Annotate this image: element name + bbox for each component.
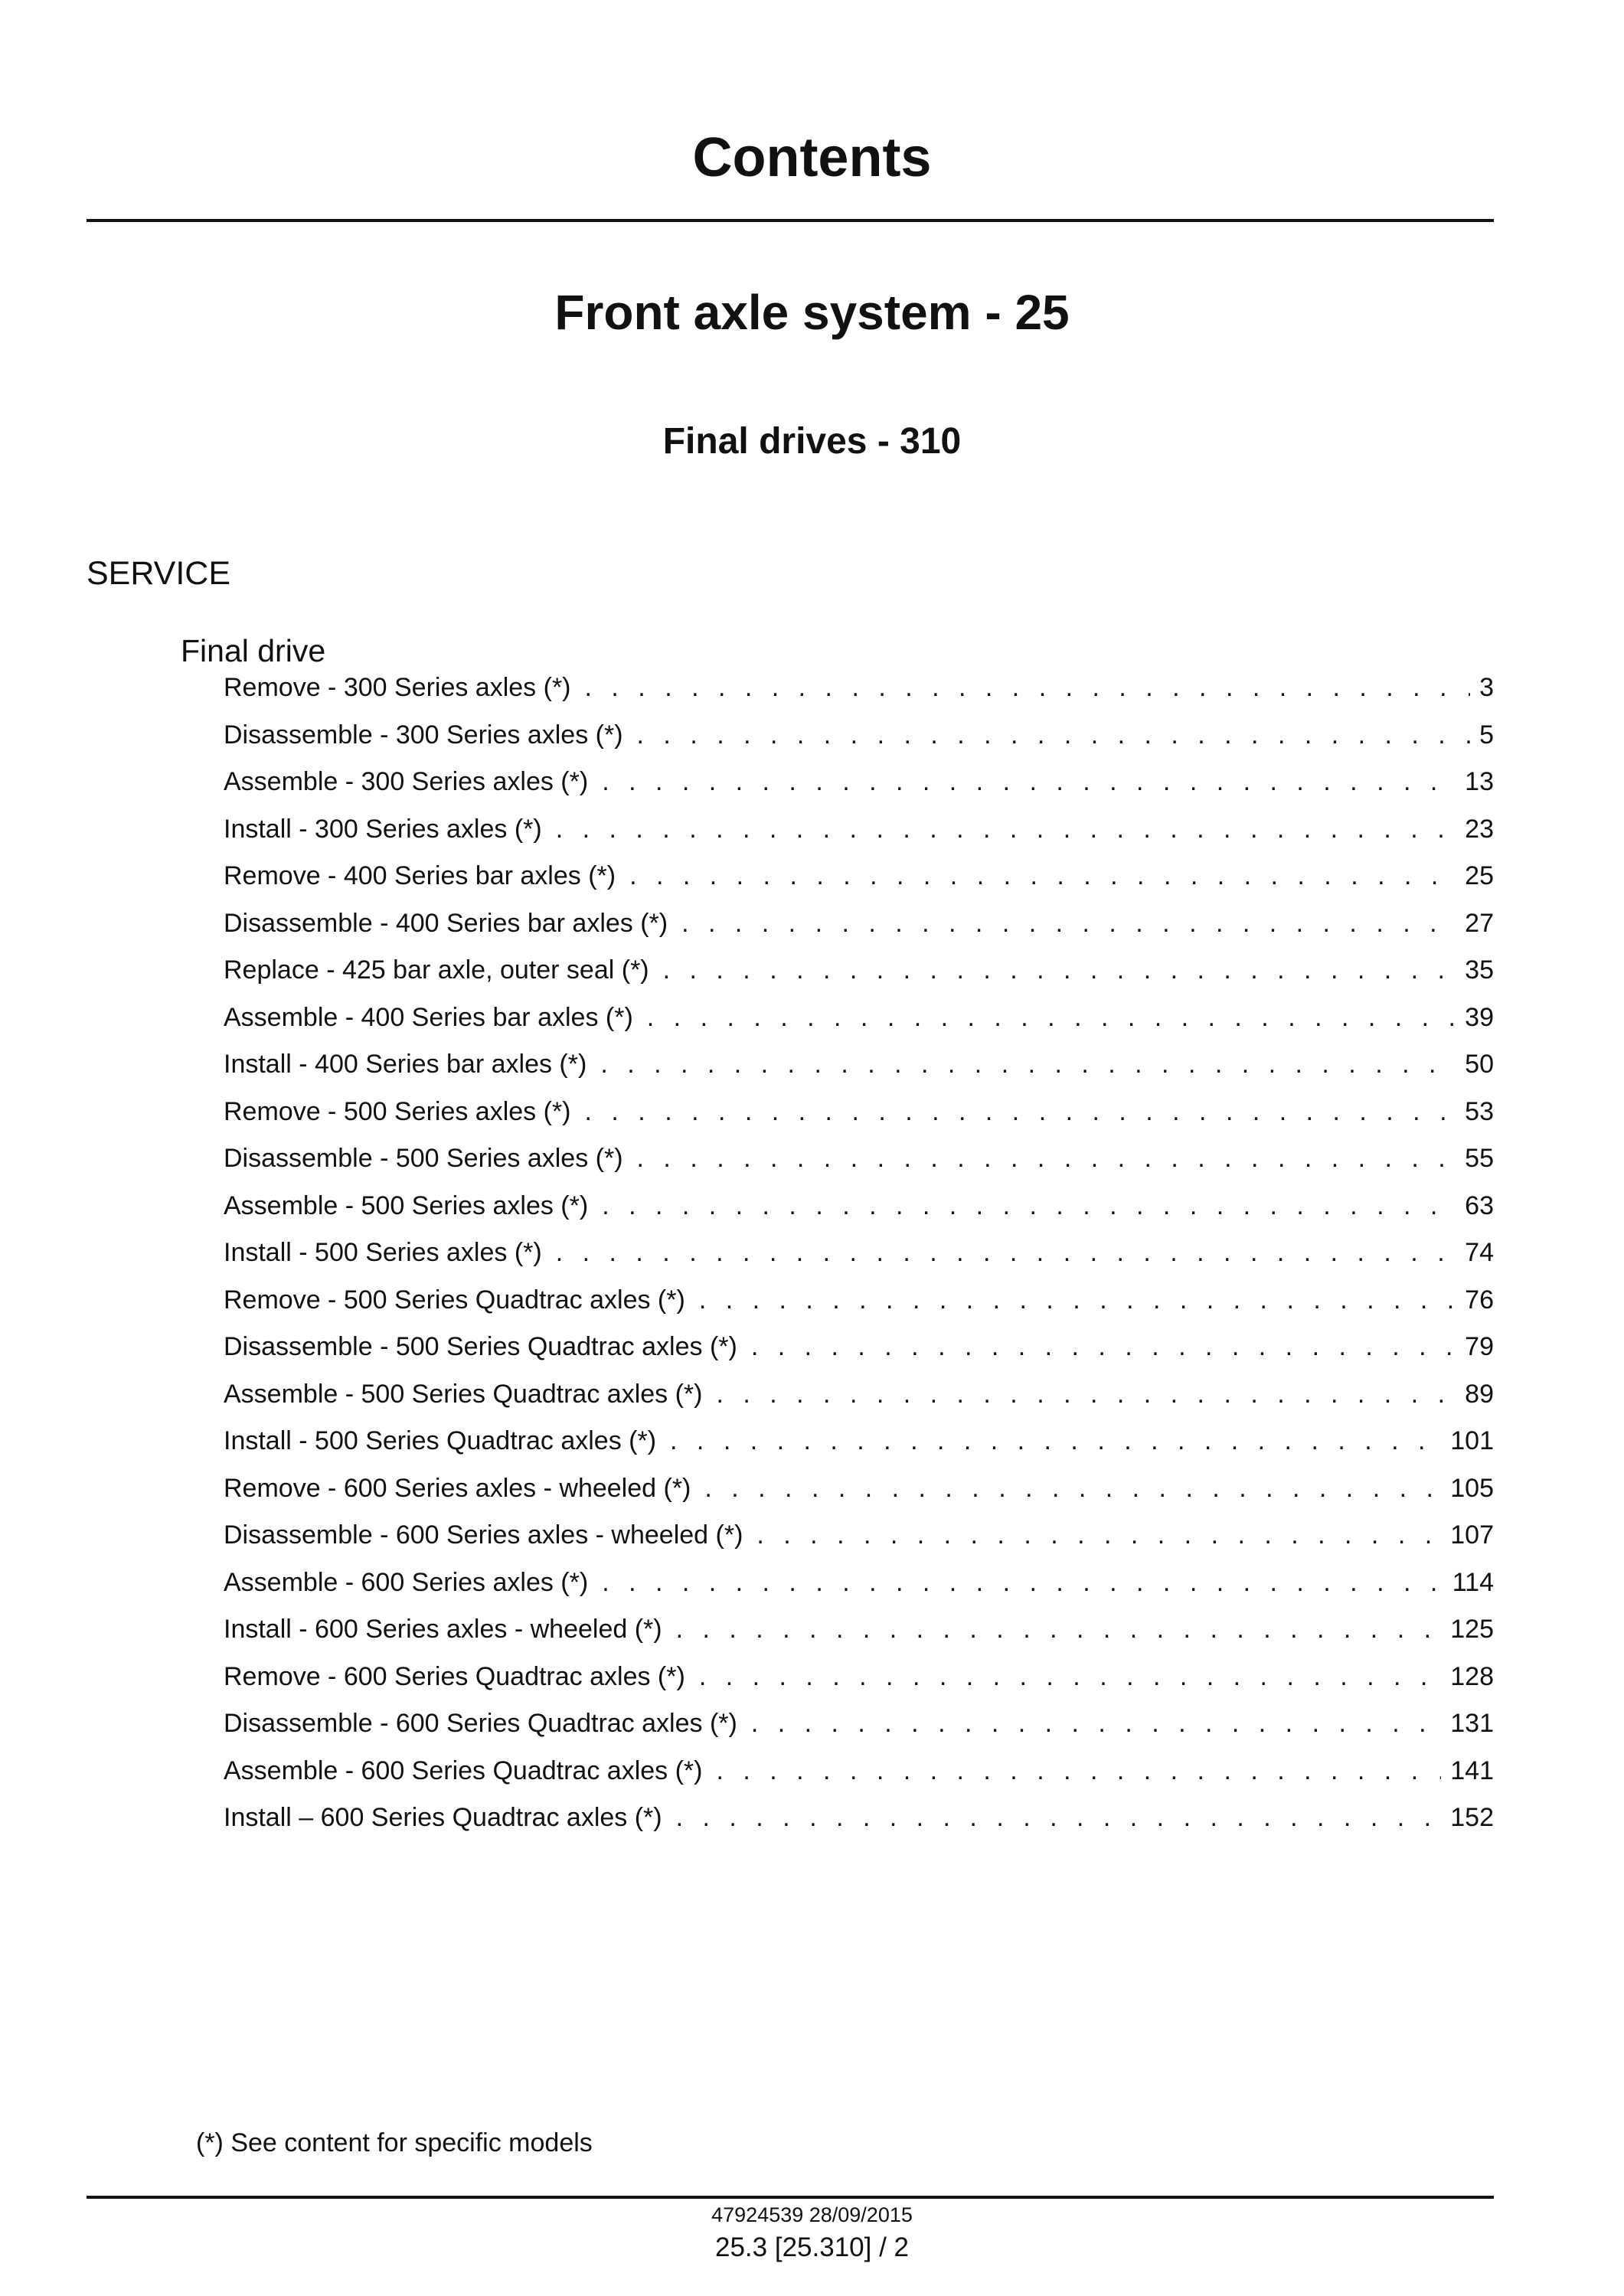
toc-entry-page: 76 — [1465, 1285, 1494, 1315]
toc-entry[interactable] — [224, 1188, 1494, 1236]
toc-entry-page: 53 — [1465, 1096, 1494, 1126]
toc-entry-page: 105 — [1450, 1473, 1494, 1503]
toc-entry[interactable] — [224, 1000, 1494, 1047]
dot-leader — [676, 1800, 1442, 1835]
toc-entry-page: 25 — [1465, 861, 1494, 890]
toc-entry-page: 125 — [1450, 1615, 1494, 1644]
dot-leader — [756, 1517, 1441, 1553]
dot-leader — [647, 1000, 1456, 1035]
toc-entry-page: 3 — [1479, 673, 1494, 702]
toc-entry-page: 114 — [1452, 1567, 1494, 1597]
toc-entry-page: 5 — [1479, 720, 1494, 750]
toc-entry[interactable] — [224, 1706, 1494, 1753]
dot-leader — [716, 1753, 1441, 1788]
dot-leader — [676, 1612, 1442, 1647]
dot-leader — [704, 1471, 1441, 1506]
page-reference: 25.3 [25.310] / 2 — [715, 2232, 909, 2262]
toc-entry-label: Remove - 600 Series axles - wheeled (*) — [224, 1473, 691, 1503]
dot-leader — [602, 764, 1456, 799]
toc-entry-page: 23 — [1465, 814, 1494, 844]
dot-leader — [556, 812, 1456, 847]
toc-entry[interactable] — [224, 1377, 1494, 1424]
toc-entry-label: Assemble - 500 Series Quadtrac axles (*) — [224, 1379, 703, 1409]
footnote: (*) See content for specific models — [196, 2128, 593, 2157]
toc-entry[interactable] — [224, 1094, 1494, 1141]
toc-entry-label: Disassemble - 400 Series bar axles (*) — [224, 908, 668, 938]
dot-leader — [751, 1329, 1456, 1364]
dot-leader — [556, 1235, 1456, 1270]
toc-entry[interactable] — [224, 858, 1494, 906]
toc-entry-label: Install – 600 Series Quadtrac axles (*) — [224, 1803, 662, 1832]
toc-entry-label: Remove - 500 Series axles (*) — [224, 1096, 571, 1126]
toc-entry[interactable] — [224, 1235, 1494, 1282]
toc-entry-label: Disassemble - 600 Series axles - wheeled (*) — [224, 1520, 743, 1550]
dot-leader — [637, 1141, 1456, 1176]
toc-entry-label: Install - 500 Series axles (*) — [224, 1238, 542, 1267]
toc-entry[interactable] — [224, 1517, 1494, 1565]
toc-entry-label: Disassemble - 600 Series Quadtrac axles (*) — [224, 1709, 737, 1738]
dot-leader — [600, 1047, 1456, 1082]
header-divider — [87, 219, 1494, 222]
toc-entry-label: Install - 600 Series axles - wheeled (*) — [224, 1615, 662, 1644]
toc-entry[interactable] — [224, 906, 1494, 953]
group-heading: Final drive — [181, 633, 326, 668]
toc-entry-page: 13 — [1465, 767, 1494, 796]
dot-leader — [699, 1282, 1456, 1318]
toc-entry-label: Install - 500 Series Quadtrac axles (*) — [224, 1426, 657, 1455]
dot-leader — [602, 1188, 1456, 1223]
toc-entry-label: Disassemble - 500 Series axles (*) — [224, 1144, 623, 1173]
dot-leader — [585, 1094, 1456, 1129]
toc-entry[interactable] — [224, 1141, 1494, 1188]
toc-entry-label: Assemble - 300 Series axles (*) — [224, 767, 589, 796]
toc-entry[interactable] — [224, 1282, 1494, 1330]
toc-entry-page: 79 — [1465, 1332, 1494, 1361]
page-title: Contents — [692, 127, 932, 188]
toc-entry-label: Remove - 500 Series Quadtrac axles (*) — [224, 1285, 685, 1315]
toc-entry-label: Assemble - 400 Series bar axles (*) — [224, 1002, 633, 1032]
toc-entry-page: 101 — [1450, 1426, 1494, 1455]
toc-entry-label: Disassemble - 300 Series axles (*) — [224, 720, 623, 750]
toc-entry-page: 55 — [1465, 1144, 1494, 1173]
toc-entry-page: 39 — [1465, 1002, 1494, 1032]
dot-leader — [629, 858, 1456, 893]
toc-entry-page: 131 — [1450, 1709, 1494, 1738]
toc-entry-label: Remove - 600 Series Quadtrac axles (*) — [224, 1661, 685, 1691]
toc-entry-page: 35 — [1465, 955, 1494, 985]
dot-leader — [716, 1377, 1456, 1412]
toc-entry-page: 107 — [1450, 1520, 1494, 1550]
toc-entry-label: Remove - 300 Series axles (*) — [224, 673, 571, 702]
toc-entry[interactable] — [224, 1565, 1494, 1612]
toc-entry[interactable] — [224, 1753, 1494, 1801]
toc-entry-label: Replace - 425 bar axle, outer seal (*) — [224, 955, 649, 985]
toc-entry[interactable] — [224, 1423, 1494, 1471]
dot-leader — [637, 717, 1471, 753]
toc-entry-label: Disassemble - 500 Series Quadtrac axles (*) — [224, 1332, 737, 1361]
toc-entry-label: Install - 400 Series bar axles (*) — [224, 1050, 587, 1079]
document-id: 47924539 28/09/2015 — [711, 2203, 913, 2226]
toc-entry-label: Remove - 400 Series bar axles (*) — [224, 861, 616, 890]
dot-leader — [663, 952, 1456, 988]
dot-leader — [670, 1423, 1441, 1458]
dot-leader — [751, 1706, 1441, 1741]
dot-leader — [585, 670, 1471, 705]
toc-entry[interactable] — [224, 717, 1494, 765]
footer-divider — [87, 2196, 1494, 2199]
toc-entry-page: 74 — [1465, 1238, 1494, 1267]
section-title: Front axle system - 25 — [554, 285, 1070, 340]
toc-entry-label: Install - 300 Series axles (*) — [224, 814, 542, 844]
toc-entry-page: 152 — [1450, 1803, 1494, 1832]
toc-entry[interactable] — [224, 812, 1494, 859]
toc-entry-page: 50 — [1465, 1050, 1494, 1079]
toc-entry-page: 27 — [1465, 908, 1494, 938]
toc-entry[interactable] — [224, 1471, 1494, 1518]
toc-list — [224, 670, 1494, 1847]
toc-entry[interactable] — [224, 764, 1494, 812]
toc-entry-label: Assemble - 500 Series axles (*) — [224, 1190, 589, 1220]
toc-entry-label: Assemble - 600 Series axles (*) — [224, 1567, 589, 1597]
toc-entry-label: Assemble - 600 Series Quadtrac axles (*) — [224, 1755, 703, 1785]
toc-entry-page: 63 — [1465, 1190, 1494, 1220]
dot-leader — [681, 906, 1456, 941]
toc-entry[interactable] — [224, 1329, 1494, 1377]
toc-entry[interactable] — [224, 670, 1494, 717]
toc-entry[interactable] — [224, 1800, 1494, 1847]
category-heading: SERVICE — [87, 555, 230, 592]
toc-entry[interactable] — [224, 952, 1494, 1000]
dot-leader — [699, 1659, 1441, 1694]
dot-leader — [602, 1565, 1443, 1600]
toc-entry[interactable] — [224, 1659, 1494, 1706]
toc-entry[interactable] — [224, 1047, 1494, 1094]
subsection-title: Final drives - 310 — [662, 421, 962, 462]
toc-entry-page: 141 — [1450, 1755, 1494, 1785]
toc-entry-page: 128 — [1450, 1661, 1494, 1691]
toc-entry-page: 89 — [1465, 1379, 1494, 1409]
toc-entry[interactable] — [224, 1612, 1494, 1659]
